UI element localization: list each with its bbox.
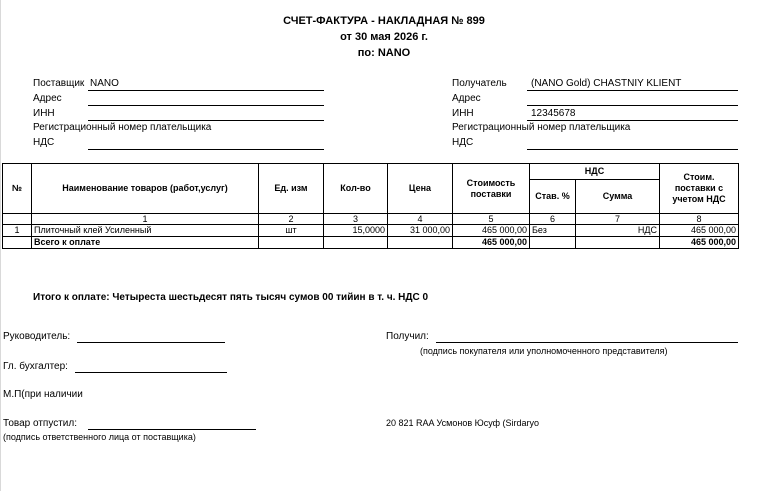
recipient-line (527, 90, 738, 91)
total-with-vat: 465 000,00 (660, 237, 739, 249)
supplier-inn-label: ИНН (33, 108, 55, 119)
supplier-label: Поставщик (33, 78, 85, 89)
row-no: 1 (3, 225, 32, 237)
header-qty: Кол-во (324, 164, 388, 214)
col-number: 6 (530, 214, 576, 225)
total-cost: 465 000,00 (453, 237, 530, 249)
total-blank (3, 237, 32, 249)
recipient-address-line (527, 105, 738, 106)
recipient-inn-value: 12345678 (531, 108, 576, 119)
header-price: Цена (388, 164, 453, 214)
supplier-nds-line (88, 149, 324, 150)
supplier-value: NANO (90, 78, 119, 89)
recipient-nds-label: НДС (452, 137, 474, 148)
col-number-blank (3, 214, 32, 225)
recipient-label: Получатель (452, 78, 507, 89)
recipient-address-label: Адрес (452, 93, 481, 104)
received-label: Получил: (386, 331, 429, 342)
supplier-inn-line (88, 120, 324, 121)
col-number: 8 (660, 214, 739, 225)
header-unit: Ед. изм (259, 164, 324, 214)
received-hint: (подпись покупателя или уполномоченного представителя) (420, 346, 668, 356)
invoice-table (2, 163, 739, 249)
page-edge (0, 0, 1, 491)
col-number: 3 (324, 214, 388, 225)
total-row (3, 237, 739, 249)
header-vat-sum: Сумма (576, 180, 660, 214)
released-signature-line (88, 429, 256, 430)
header-total-with-vat: Стоим. поставки с учетом НДС (660, 164, 739, 214)
header-vat-rate: Став. % (530, 180, 576, 214)
col-number: 5 (453, 214, 530, 225)
recipient-nds-line (527, 149, 738, 150)
supplier-line (88, 90, 324, 91)
row-unit: шт (259, 225, 324, 237)
recipient-value: (NANO Gold) CHASTNIY KLIENT (531, 78, 682, 89)
total-blank (259, 237, 324, 249)
total-blank (530, 237, 576, 249)
row-vat-rate: Без (530, 225, 576, 237)
col-number: 4 (388, 214, 453, 225)
header-name: Наименование товаров (работ,услуг) (32, 164, 259, 214)
total-blank (388, 237, 453, 249)
table-row (3, 225, 739, 237)
supplier-address-label: Адрес (33, 93, 62, 104)
director-signature-line (77, 342, 225, 343)
total-label: Всего к оплате (32, 237, 259, 249)
agent-text: 20 821 RAA Усмонов Юсуф (Sirdaryo (386, 418, 540, 428)
header-no: № (3, 164, 32, 214)
supplier-nds-label: НДС (33, 137, 55, 148)
recipient-reg-label: Регистрационный номер плательщика (452, 122, 631, 133)
total-blank (324, 237, 388, 249)
row-cost: 465 000,00 (453, 225, 530, 237)
recipient-inn-line (527, 120, 738, 121)
total-blank (576, 237, 660, 249)
row-qty: 15,0000 (324, 225, 388, 237)
released-hint: (подпись ответственного лица от поставщика) (3, 432, 196, 442)
header-cost: Стоимость поставки (453, 164, 530, 214)
recipient-inn-label: ИНН (452, 108, 474, 119)
accountant-signature-line (75, 372, 227, 373)
header-vat: НДС (530, 164, 660, 180)
accountant-label: Гл. бухгалтер: (3, 361, 68, 372)
row-vat-sum: НДС (576, 225, 660, 237)
released-label: Товар отпустил: (3, 418, 77, 429)
invoice-title: СЧЕТ-ФАКТУРА - НАКЛАДНАЯ № 899 (283, 15, 485, 27)
row-price: 31 000,00 (388, 225, 453, 237)
row-total: 465 000,00 (660, 225, 739, 237)
invoice-po: по: NANO (357, 47, 411, 59)
director-label: Руководитель: (3, 331, 71, 342)
supplier-reg-label: Регистрационный номер плательщика (33, 122, 212, 133)
supplier-address-line (88, 105, 324, 106)
stamp-label: М.П(при наличии (3, 389, 83, 400)
invoice-date: от 30 мая 2026 г. (340, 31, 428, 43)
total-in-words: Итого к оплате: Четыреста шестьдесят пять тысяч сумов 00 тийин в т. ч. НДС 0 (33, 292, 429, 303)
col-number: 7 (576, 214, 660, 225)
row-name: Плиточный клей Усиленный (32, 225, 259, 237)
received-signature-line (436, 342, 738, 343)
col-number: 1 (32, 214, 259, 225)
col-number: 2 (259, 214, 324, 225)
